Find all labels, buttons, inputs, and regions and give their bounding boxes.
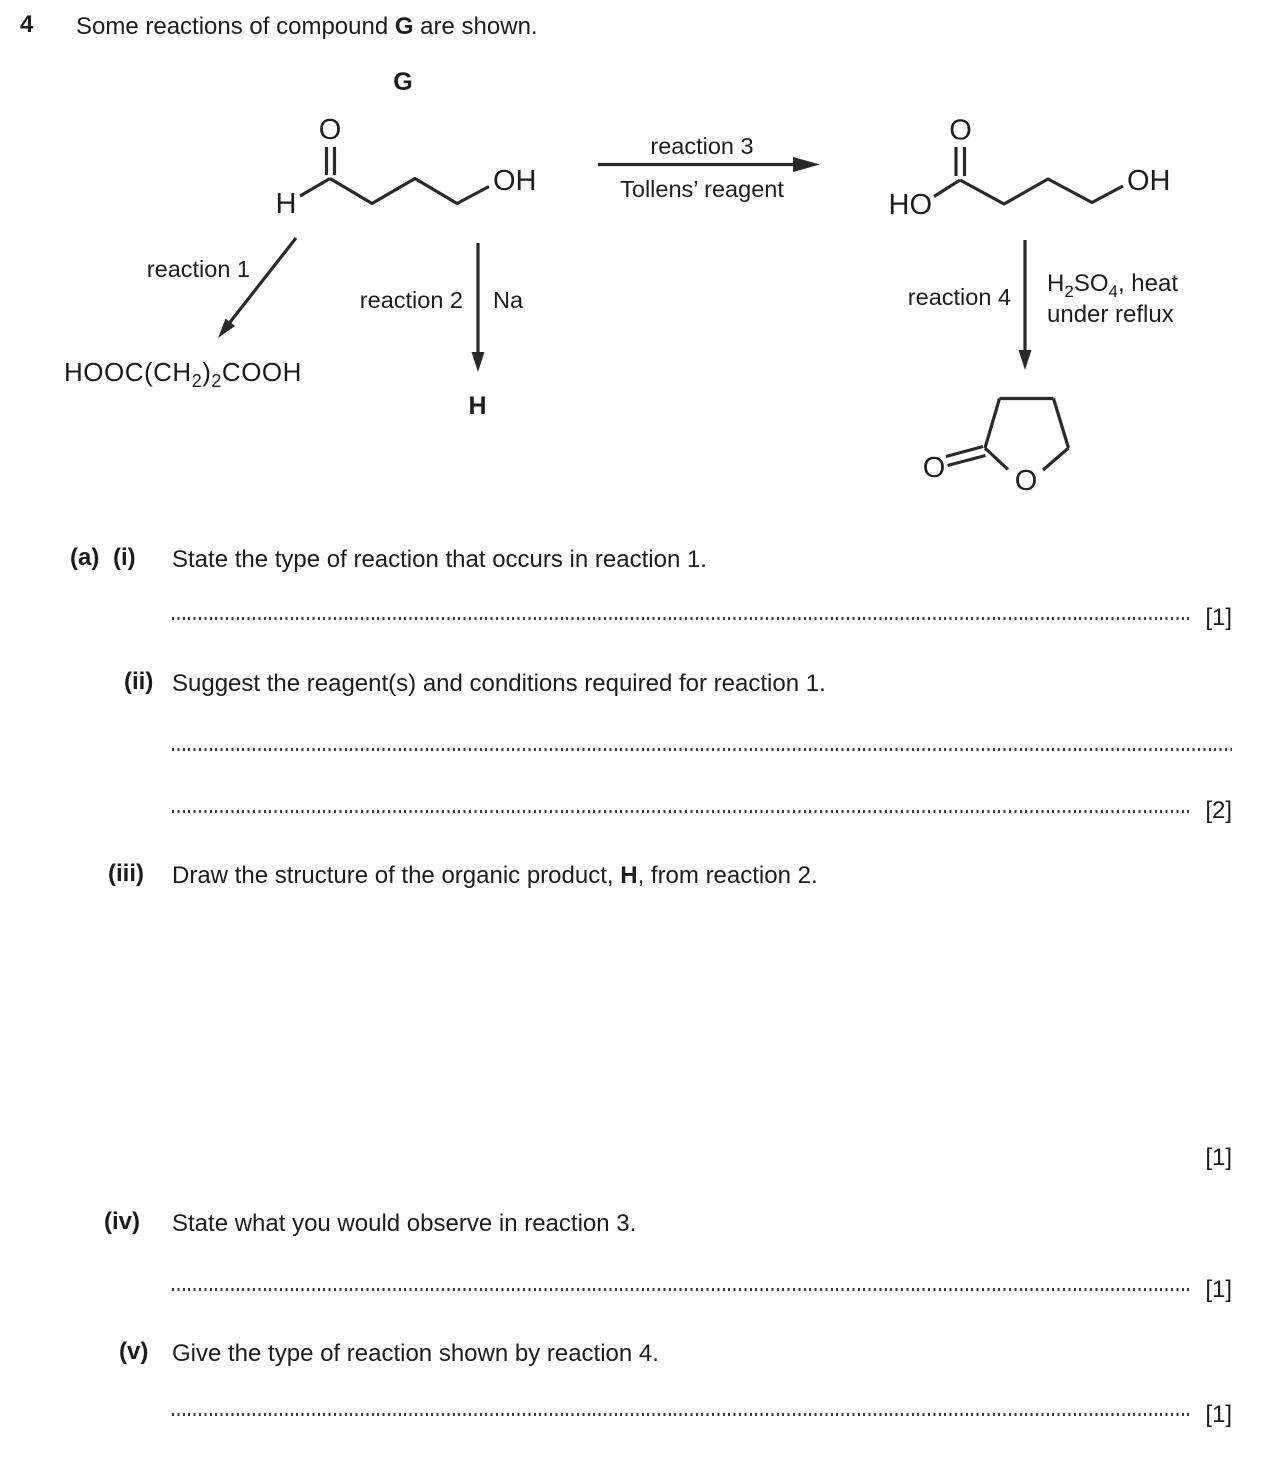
formula-part: ) [202,357,212,387]
title-part: are shown. [413,13,538,40]
hydroxyl-label: OH [493,165,537,197]
question-i-text: State the type of reaction that occurs in reaction 1. [172,546,707,573]
answer-line[interactable] [172,810,1190,813]
hydroxyl-label: OH [1127,165,1171,197]
part-ii-numeral: (ii) [124,668,154,695]
ho-label: HO [888,189,932,221]
formula-subscript: 2 [211,371,222,392]
title-part: Some reactions of compound [76,13,395,40]
part-a-label: (a) [70,544,100,571]
formula-part: , heat [1117,270,1179,297]
reaction-2-label: reaction 2 [359,287,463,313]
answer-line[interactable] [172,617,1190,620]
reaction-3-label: reaction 3 [650,133,754,159]
reaction-4-conditions-line1 [1047,270,1178,301]
part-v-numeral: (v) [119,1338,149,1365]
structure-drawing-area[interactable] [172,905,1232,1135]
arrowhead [793,157,820,172]
formula-subscript: 2 [191,371,203,392]
ring-oxygen-label: O [1014,465,1038,497]
reaction-1-product-formula [64,357,302,392]
reaction-4-arrow [908,240,1179,370]
question-text-part: , from reaction 2. [637,862,818,889]
formula-part: HOOC(CH [64,357,192,387]
marks-badge: [1] [1205,1401,1232,1428]
double-bond-line [946,447,983,457]
part-iii-numeral: (iii) [108,860,144,887]
marks-badge: [1] [1205,1276,1232,1303]
bond-line [934,180,960,197]
answer-line[interactable] [172,1288,1190,1291]
reaction-4-conditions-line2: under reflux [1047,301,1174,328]
reaction-2-arrow [360,243,524,420]
formula-subscript: 2 [1064,282,1074,301]
reaction-3-reagent: Tollens’ reagent [620,176,784,202]
reaction-1-label: reaction 1 [146,256,250,282]
marks-badge: [1] [1205,1144,1232,1171]
carbonyl-oxygen-label: O [922,452,946,484]
arrowhead [472,352,485,372]
marks-badge: [1] [1205,604,1232,631]
answer-line[interactable] [172,748,1232,751]
oxygen-atom-label: O [318,114,342,146]
compound-g-bold: G [394,13,414,40]
ring-bond [1043,448,1069,470]
reaction-4-label: reaction 4 [907,284,1011,310]
carbon-chain-bonds [960,179,1123,204]
arrowhead [1019,350,1032,370]
ring-bond [1054,399,1069,449]
acid-product-structure [889,115,1171,222]
reaction-3-arrow [598,133,820,202]
marks-badge: [2] [1205,797,1232,824]
formula-subscript: 4 [1108,282,1118,301]
answer-line[interactable] [172,1413,1190,1416]
compound-h-bold: H [620,862,638,889]
compound-g-label: G [393,68,413,96]
question-iv-text: State what you would observe in reaction 3. [172,1210,637,1237]
part-iv-numeral: (iv) [104,1208,140,1235]
question-ii-text: Suggest the reagent(s) and conditions required for reaction 1. [172,670,826,697]
ring-bond [985,448,1008,470]
question-number: 4 [20,11,34,38]
oxygen-atom-label: O [949,114,972,147]
formula-part: COOH [221,357,302,387]
lactone-product-structure [923,399,1069,498]
ring-bond [985,399,1000,449]
question-text-part: Draw the structure of the organic product, [172,862,621,889]
formula-part: H [1047,270,1065,297]
reaction-1-arrow [147,238,296,338]
compound-h-label: H [468,392,487,420]
question-v-text: Give the type of reaction shown by reaction 4. [172,1340,659,1367]
arrow-line [227,238,296,326]
formula-part: SO [1073,270,1109,297]
part-i-numeral: (i) [113,544,136,571]
reaction-scheme-diagram [0,0,1266,520]
hydrogen-atom-label: H [275,188,297,220]
compound-g-structure [276,114,537,220]
double-bond-line [948,456,986,466]
question-iii-text [172,860,818,891]
carbon-chain-bonds [330,179,489,204]
bond-line [300,179,330,197]
reaction-2-reagent: Na [493,287,524,313]
